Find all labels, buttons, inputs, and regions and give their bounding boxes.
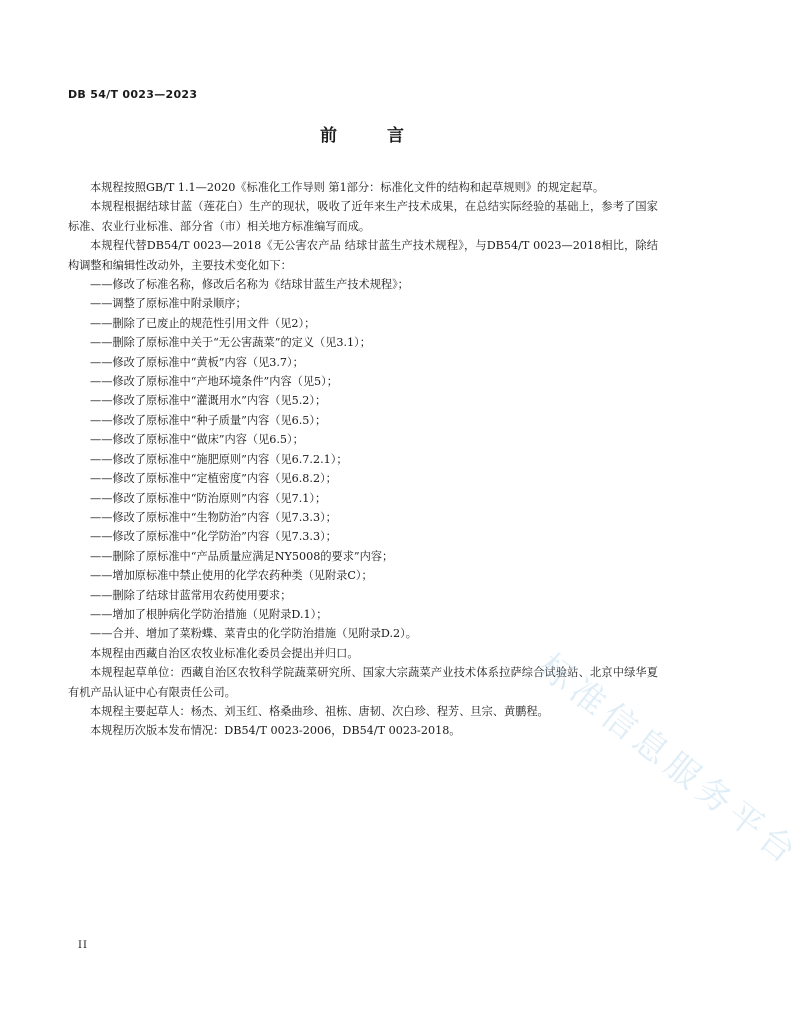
info-paragraph: 本规程由西藏自治区农牧业标准化委员会提出并归口。 xyxy=(90,646,359,660)
change-item: ——增加原标准中禁止使用的化学农药种类（见附录C）； xyxy=(90,569,373,583)
watermark: 标准信息服务平台 xyxy=(530,646,808,875)
info-paragraph: 本规程起草单位：西藏自治区农牧科学院蔬菜研究所、国家大宗蔬菜产业技术体系拉萨综合试验站、北京中绿华夏有机产品认证中心有限责任公司。 xyxy=(68,666,658,699)
document-body xyxy=(68,178,658,741)
change-item: ——修改了原标准中“种子质量”内容（见6.5）； xyxy=(90,413,327,427)
info-paragraph: 本规程历次版本发布情况：DB54/T 0023-2006，DB54/T 0023-2018。 xyxy=(90,724,461,738)
change-item: ——修改了原标准中“防治原则”内容（见7.1）； xyxy=(90,491,327,505)
intro-paragraph: 本规程代替DB54/T 0023—2018《无公害农产品 结球甘蓝生产技术规程》，与DB54/T 0023—2018相比，除结构调整和编辑性改动外，主要技术变化如下： xyxy=(68,239,658,272)
info-paragraph: 本规程主要起草人：杨杰、刘玉红、格桑曲珍、祖栋、唐韧、次白珍、程芳、旦宗、黄鹏程。 xyxy=(90,704,549,718)
change-item: ——删除了原标准中“产品质量应满足NY5008的要求”内容； xyxy=(90,549,394,563)
change-item: ——修改了原标准中“施肥原则”内容（见6.7.2.1）； xyxy=(90,452,348,466)
change-item: ——修改了原标准中“灌溉用水”内容（见5.2）； xyxy=(90,394,327,408)
page-title: 前 言 xyxy=(320,126,426,146)
change-item: ——修改了原标准中“产地环境条件”内容（见5）； xyxy=(90,375,338,389)
change-item: ——修改了原标准中“做床”内容（见6.5）； xyxy=(90,433,304,447)
change-item: ——合并、增加了菜粉蝶、菜青虫的化学防治措施（见附录D.2）。 xyxy=(90,627,417,641)
change-item: ——修改了原标准中“化学防治”内容（见7.3.3）； xyxy=(90,530,337,544)
change-item: ——增加了根肿病化学防治措施（见附录D.1）； xyxy=(90,607,328,621)
change-item: ——修改了原标准中“定植密度”内容（见6.8.2）； xyxy=(90,472,337,486)
intro-paragraph: 本规程按照GB/T 1.1—2020《标准化工作导则 第1部分：标准化文件的结构和起草规则》的规定起草。 xyxy=(90,181,605,194)
change-item: ——修改了原标准中“黄板”内容（见3.7）； xyxy=(90,355,304,369)
change-item: ——修改了原标准中“生物防治”内容（见7.3.3）； xyxy=(90,510,337,524)
intro-paragraph: 本规程根据结球甘蓝（莲花白）生产的现状，吸收了近年来生产技术成果，在总结实际经验的基础上，参考了国家标准、农业行业标准、部分省（市）相关地方标准编写而成。 xyxy=(68,200,658,233)
change-item: ——删除了已废止的规范性引用文件（见2）； xyxy=(90,316,316,330)
change-list xyxy=(68,275,658,644)
change-item: ——调整了原标准中附录顺序； xyxy=(90,297,247,311)
page-number: II xyxy=(78,940,88,951)
change-item: ——修改了标准名称，修改后名称为《结球甘蓝生产技术规程》； xyxy=(90,278,409,292)
change-item: ——删除了结球甘蓝常用农药使用要求； xyxy=(90,588,292,602)
document-code: DB 54/T 0023—2023 xyxy=(68,88,198,101)
change-item: ——删除了原标准中关于“无公害蔬菜”的定义（见3.1）； xyxy=(90,336,371,350)
